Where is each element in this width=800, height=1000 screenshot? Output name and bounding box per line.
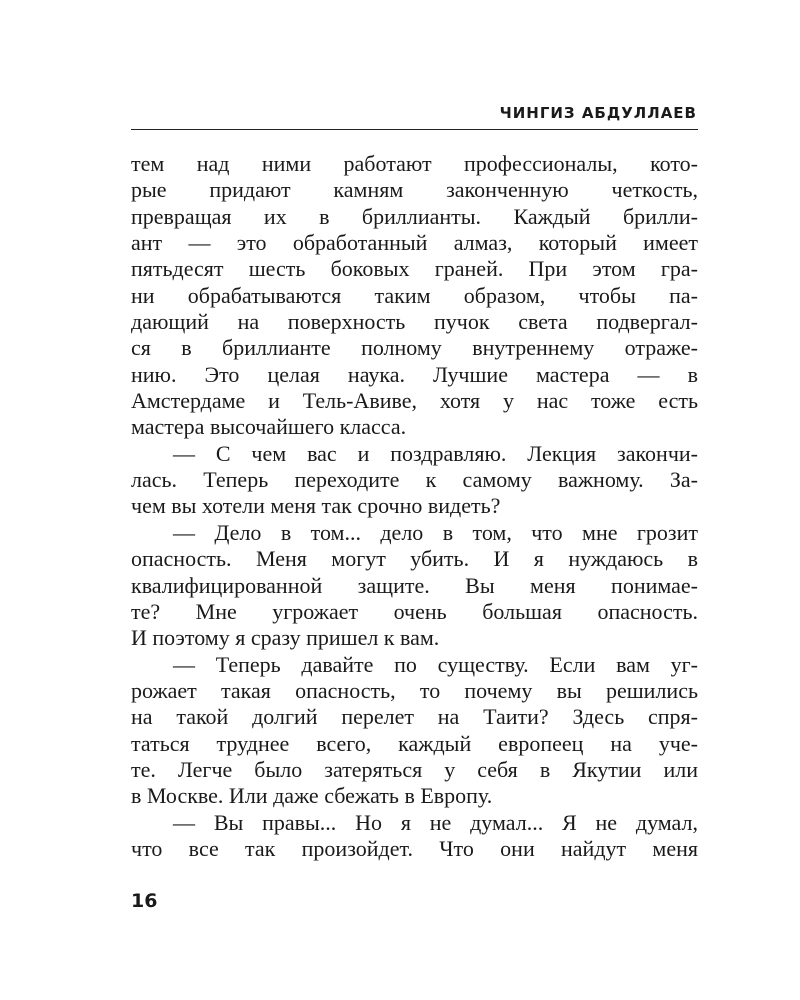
text-line: дающий на поверхность пучок света подвергал- [131, 309, 698, 335]
page-number: 16 [131, 890, 158, 912]
text-line: тем над ними работают профессионалы, кото- [131, 151, 698, 176]
text-line: что все так произойдет. Что они найдут меня [131, 835, 698, 861]
page-body-text [131, 151, 698, 862]
text-line: в Москве. Или даже сбежать в Европу. [131, 783, 493, 809]
text-line: чем вы хотели меня так срочно видеть? [131, 493, 501, 519]
text-line: лась. Теперь переходите к самому важному. За- [131, 467, 698, 493]
running-header-title: ЧИНГИЗ АБДУЛЛАЕВ [499, 104, 697, 122]
text-line: превращая их в бриллианты. Каждый брилли- [131, 203, 698, 229]
text-line: ант — это обработанный алмаз, который имеет [131, 230, 698, 256]
text-line: рые придают камням законченную четкость, [131, 177, 698, 203]
text-line: — Теперь давайте по существу. Если вам уг- [173, 651, 698, 677]
text-line: Амстердаме и Тель-Авиве, хотя у нас тоже есть [131, 388, 698, 414]
text-line: рожает такая опасность, то почему вы решились [131, 677, 698, 703]
text-line: пятьдесят шесть боковых граней. При этом гра- [131, 256, 698, 282]
text-line: квалифицированной защите. Вы меня понимае- [131, 572, 698, 598]
text-line: — Вы правы... Но я не думал... Я не думал, [173, 809, 698, 835]
text-line: мастера высочайшего класса. [131, 414, 407, 440]
text-line: те. Легче было затеряться у себя в Якутии или [131, 756, 698, 782]
text-line: И поэтому я сразу пришел к вам. [131, 625, 440, 651]
header-rule [131, 129, 698, 130]
text-line: — С чем вас и поздравляю. Лекция закончи- [173, 440, 698, 466]
text-line: таться труднее всего, каждый европеец на уче- [131, 730, 698, 756]
text-line: — Дело в том... дело в том, что мне грозит [173, 519, 698, 545]
text-line: опасность. Меня могут убить. И я нуждаюсь в [131, 546, 698, 572]
text-line: ся в бриллианте полному внутреннему отраже- [131, 335, 698, 361]
text-line: ни обрабатываются таким образом, чтобы па- [131, 282, 698, 308]
text-line: нию. Это целая наука. Лучшие мастера — в [131, 361, 698, 387]
text-line: на такой долгий перелет на Таити? Здесь спря- [131, 704, 698, 730]
text-line: те? Мне угрожает очень большая опасность. [131, 598, 698, 624]
